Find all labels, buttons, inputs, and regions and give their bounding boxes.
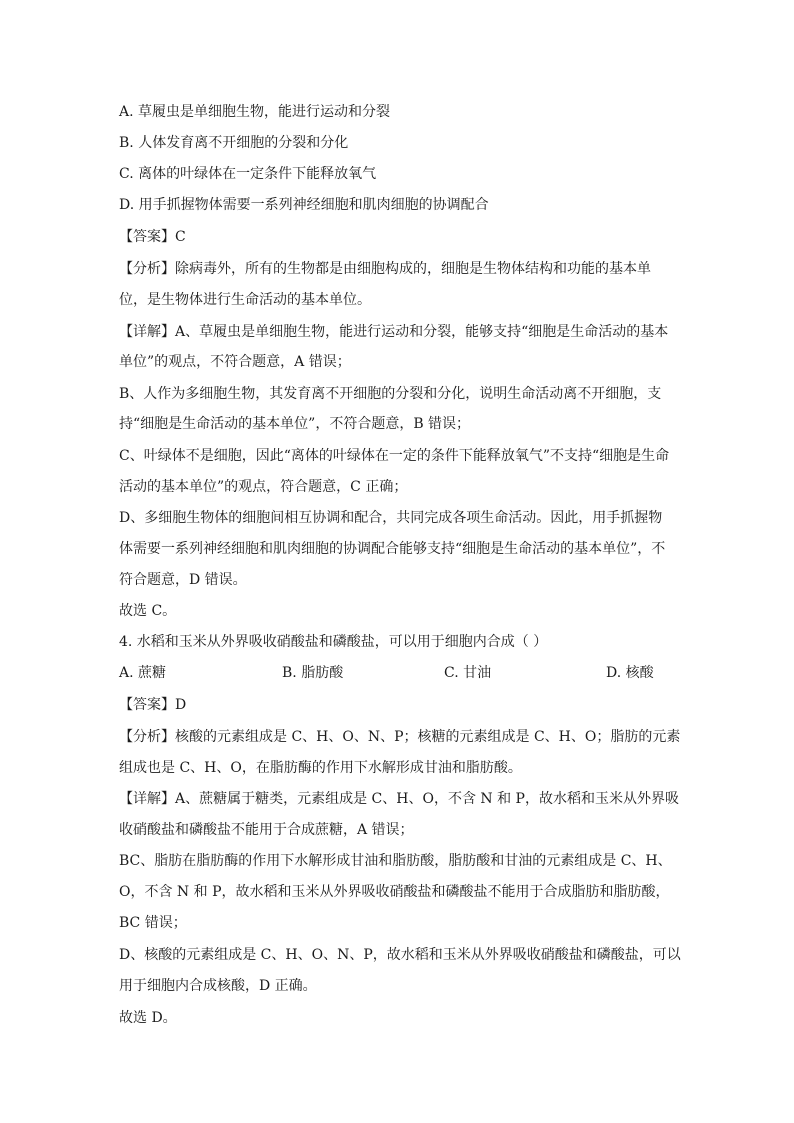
q3-conclusion: 故选 C。 [119, 603, 177, 619]
q4-analysis-line: 组成也是 C、H、O，在脂肪酶的作用下水解形成甘油和脂肪酸。 [119, 760, 522, 776]
q4-option-a: A. 蔗糖 [119, 665, 167, 681]
q3-detail-line: 单位”的观点，不符合题意，A 错误； [119, 354, 351, 370]
q3-analysis-line: 【分析】除病毒外，所有的生物都是由细胞构成的，细胞是生物体结构和功能的基本单 [119, 261, 651, 277]
q4-answer: 【答案】D [119, 697, 187, 713]
q4-option-c: C. 甘油 [444, 665, 492, 681]
q3-option-b: B. 人体发育离不开细胞的分裂和分化 [119, 135, 349, 151]
q4-detail-line: 收硝酸盐和磷酸盐不能用于合成蔗糖，A 错误； [119, 822, 414, 838]
q3-option-d: D. 用手抓握物体需要一系列神经细胞和肌肉细胞的协调配合 [119, 197, 489, 213]
q3-detail-line: 活动的基本单位”的观点，符合题意，C 正确； [119, 479, 408, 495]
q4-option-d: D. 核酸 [606, 665, 654, 681]
q3-option-a: A. 草履虫是单细胞生物，能进行运动和分裂 [119, 104, 391, 120]
q4-option-b: B. 脂肪酸 [282, 665, 344, 681]
q4-detail-line: O，不含 N 和 P，故水稻和玉米从外界吸收硝酸盐和磷酸盐不能用于合成脂肪和脂肪酸， [119, 884, 670, 900]
q3-option-c: C. 离体的叶绿体在一定条件下能释放氧气 [119, 166, 377, 182]
q3-detail-line: C、叶绿体不是细胞，因此“离体的叶绿体在一定的条件下能释放氧气”不支持“细胞是生命 [119, 448, 670, 464]
q4-detail-line: BC、脂肪在脂肪酶的作用下水解形成甘油和脂肪酸，脂肪酸和甘油的元素组成是 C、H、 [119, 853, 672, 869]
q3-detail-line: 【详解】A、草履虫是单细胞生物，能进行运动和分裂，能够支持“细胞是生命活动的基本 [119, 324, 669, 340]
q4-detail-line: 用于细胞内合成核酸，D 正确。 [119, 978, 317, 994]
q3-answer: 【答案】C [119, 229, 186, 245]
q4-conclusion: 故选 D。 [119, 1010, 177, 1026]
q4-detail-line: D、核酸的元素组成是 C、H、O、N、P，故水稻和玉米从外界吸收硝酸盐和磷酸盐，可以 [119, 947, 681, 963]
q3-detail-line: B、人作为多细胞生物，其发育离不开细胞的分裂和分化，说明生命活动离不开细胞，支 [119, 386, 662, 402]
q3-detail-line: 持“细胞是生命活动的基本单位”，不符合题意，B 错误； [119, 416, 471, 432]
q4-stem: 4. 水稻和玉米从外界吸收硝酸盐和磷酸盐，可以用于细胞内合成（ ） [119, 634, 548, 650]
q3-detail-line: 符合题意，D 错误。 [119, 572, 247, 588]
q3-analysis-line: 位，是生物体进行生命活动的基本单位。 [119, 292, 371, 308]
q3-detail-line: 体需要一系列神经细胞和肌肉细胞的协调配合能够支持“细胞是生命活动的基本单位”，不 [119, 541, 666, 557]
q4-detail-line: BC 错误； [119, 915, 187, 931]
q4-analysis-line: 【分析】核酸的元素组成是 C、H、O、N、P；核糖的元素组成是 C、H、O；脂肪的元素 [119, 729, 681, 745]
q3-detail-line: D、多细胞生物体的细胞间相互协调和配合，共同完成各项生命活动。因此，用手抓握物 [119, 510, 663, 526]
q4-detail-line: 【详解】A、蔗糖属于糖类，元素组成是 C、H、O，不含 N 和 P，故水稻和玉米从外界吸 [119, 791, 679, 807]
